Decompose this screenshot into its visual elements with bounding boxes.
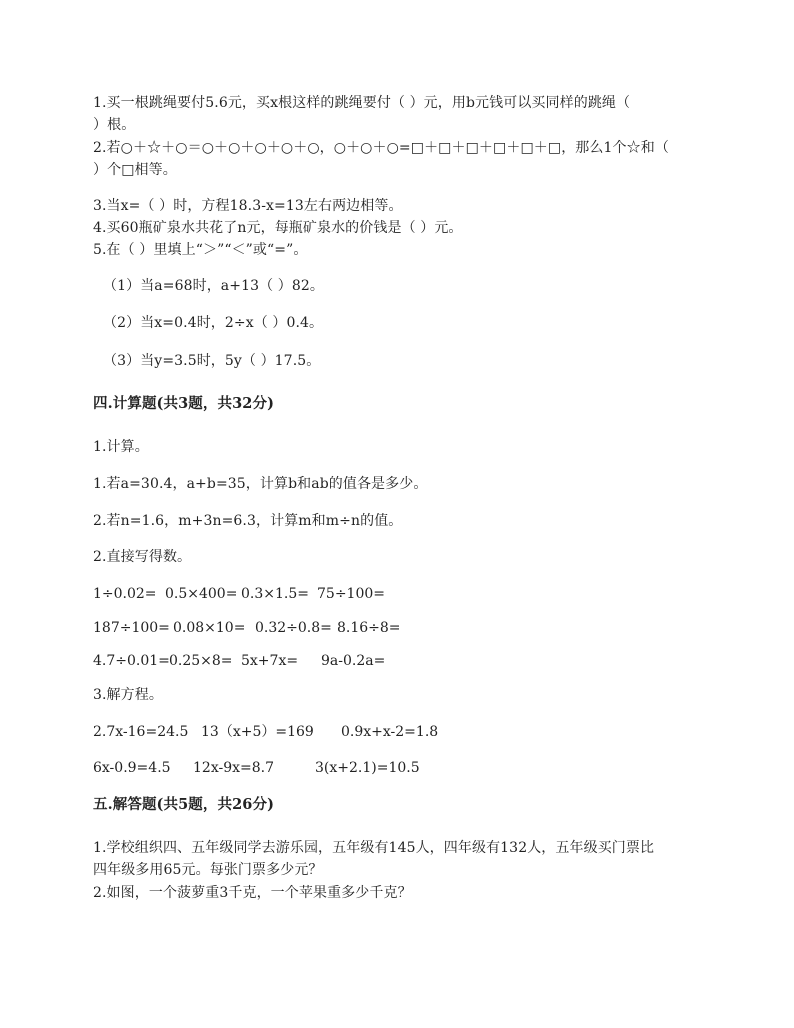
fill-question-1-line1: 1.买一根跳绳要付5.6元，买x根这样的跳绳要付（ ）元，用b元钱可以买同样的跳绳（ <box>93 95 631 111</box>
compare-item-1: （1）当a=68时，a+13（ ）82。 <box>103 278 324 294</box>
equation-row-2 <box>93 761 420 775</box>
mental-math-item: 75÷100= <box>317 586 385 602</box>
word-problem-2: 2.如图，一个菠萝重3千克，一个苹果重多少千克？ <box>93 885 412 901</box>
fill-question-1-line2: ）根。 <box>93 117 136 133</box>
mental-math-item: 5x+7x= <box>241 653 299 669</box>
mental-math-item: 8.16÷8= <box>337 620 401 636</box>
mental-math-item: 0.32÷0.8= <box>255 620 332 636</box>
equation-row-1 <box>93 725 438 739</box>
mental-math-item: 0.08×10= <box>173 620 246 636</box>
mental-math-item: 9a-0.2a= <box>321 653 386 669</box>
mental-math-item: 4.7÷0.01= <box>93 653 170 669</box>
mental-math-item: 187÷100= <box>93 620 170 636</box>
fill-question-2-line1: 2.若○＋☆＋○＝○＋○＋○＋○＋○，○＋○＋○=□＋□＋□＋□＋□＋□，那么1个☆和（ <box>93 140 669 156</box>
equation-item: 13（x+5）=169 <box>201 724 314 740</box>
section-5-heading: 五.解答题(共5题，共26分) <box>93 796 275 813</box>
word-problem-1-line2: 四年级多用65元。每张门票多少元？ <box>93 862 323 878</box>
fill-question-4: 4.买60瓶矿泉水共花了n元，每瓶矿泉水的价钱是（ ）元。 <box>93 220 463 236</box>
mental-math-row-3 <box>93 654 385 668</box>
calc-question-1-part-2: 2.若n=1.6，m+3n=6.3，计算m和m÷n的值。 <box>93 513 403 529</box>
calc-question-1-title: 1.计算。 <box>93 439 149 455</box>
calc-question-3-title: 3.解方程。 <box>93 687 163 703</box>
equation-item: 2.7x-16=24.5 <box>93 724 189 740</box>
mental-math-row-1 <box>93 587 385 601</box>
fill-question-2-line2: ）个□相等。 <box>93 162 177 178</box>
mental-math-item: 0.5×400= <box>165 586 238 602</box>
word-problem-1-line1: 1.学校组织四、五年级同学去游乐园，五年级有145人，四年级有132人，五年级买门票比 <box>93 840 655 856</box>
equation-item: 3(x+2.1)=10.5 <box>315 760 420 776</box>
compare-item-3: （3）当y=3.5时，5y（ ）17.5。 <box>103 353 321 369</box>
section-4-heading: 四.计算题(共3题，共32分) <box>93 395 275 412</box>
equation-item: 0.9x+x-2=1.8 <box>341 724 439 740</box>
compare-item-2: （2）当x=0.4时，2÷x（ ）0.4。 <box>103 315 324 331</box>
calc-question-1-part-1: 1.若a=30.4，a+b=35，计算b和ab的值各是多少。 <box>93 476 428 492</box>
equation-item: 12x-9x=8.7 <box>193 760 274 776</box>
equation-item: 6x-0.9=4.5 <box>93 760 171 776</box>
mental-math-row-2 <box>93 621 401 635</box>
calc-question-2-title: 2.直接写得数。 <box>93 549 192 565</box>
mental-math-item: 0.25×8= <box>169 653 233 669</box>
fill-question-5: 5.在（ ）里填上“＞”“＜”或“=”。 <box>93 242 308 258</box>
mental-math-item: 1÷0.02= <box>93 586 157 602</box>
fill-question-3: 3.当x=（ ）时，方程18.3-x=13左右两边相等。 <box>93 198 403 214</box>
mental-math-item: 0.3×1.5= <box>241 586 309 602</box>
